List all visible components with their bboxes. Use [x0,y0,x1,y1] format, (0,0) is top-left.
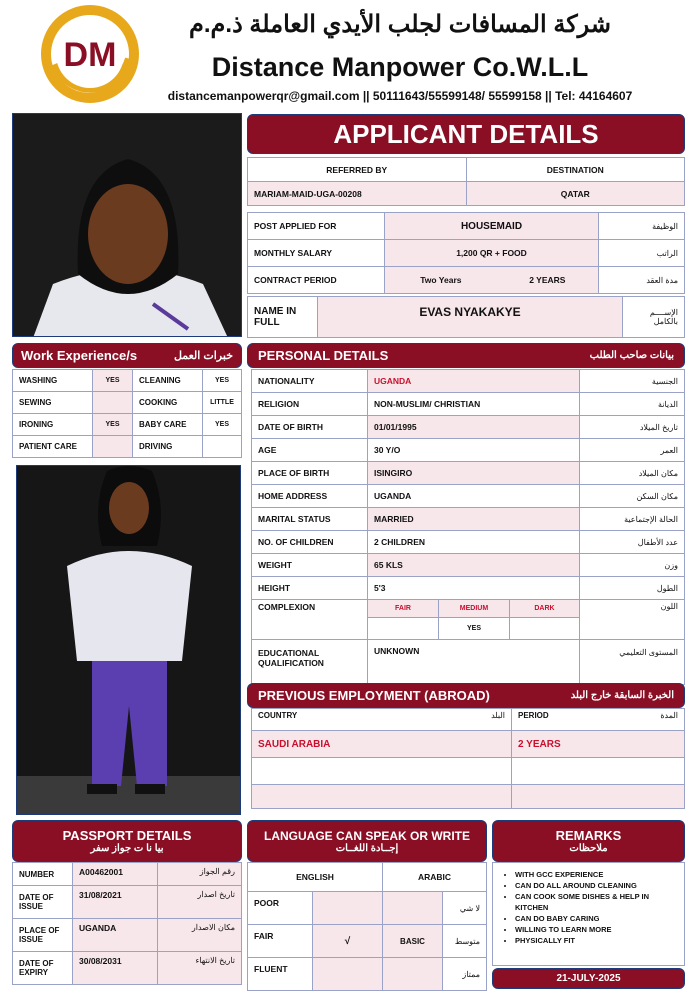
remark-item: • WILLING TO LEARN MORE [515,924,680,935]
language-level-ar: لا شي [443,892,487,925]
contract-value2: 2 YEARS [497,267,599,294]
arabic-level-mark [383,958,443,991]
we-skill-value [203,436,242,458]
remarks-title-ar: ملاحظات [569,843,608,854]
education-label: EDUCATIONAL QUALIFICATION [252,640,368,685]
personal-details-title-ar: بيانات صاحب الطلب [589,350,674,361]
country-ar: البلد [491,711,505,720]
we-skill-label: COOKING [133,392,203,414]
personal-value: 2 CHILDREN [368,531,580,554]
language-level: POOR [248,892,313,925]
passport-title-ar: بيا نا ت جواز سفر [90,843,164,854]
personal-ar: الحالة الإجتماعية [580,508,685,531]
personal-label: HOME ADDRESS [252,485,368,508]
language-level-ar: ممتاز [443,958,487,991]
we-skill-value: YES [203,370,242,392]
referred-by-value: MARIAM-MAID-UGA-00208 [248,182,467,206]
language-level: FLUENT [248,958,313,991]
we-skill-label: BABY CARE [133,414,203,436]
contract-ar: مدة العقد [599,267,685,294]
we-skill-value: YES [203,414,242,436]
period-label: PERIOD [518,711,549,720]
personal-label: AGE [252,439,368,462]
passport-ar: رقم الجواز [158,863,242,886]
english-level-mark: √ [313,925,383,958]
passport-ar: تاريخ الانتهاء [158,952,242,985]
personal-value: NON-MUSLIM/ CHRISTIAN [368,393,580,416]
passport-value: 31/08/2021 [73,886,158,919]
post-label: POST APPLIED FOR [248,213,385,240]
we-skill-label: WASHING [13,370,93,392]
language-level: FAIR [248,925,313,958]
personal-value: 01/01/1995 [368,416,580,439]
passport-label: DATE OF EXPIRY [13,952,73,985]
work-experience-title: Work Experience/s [21,348,138,363]
period-ar: المدة [660,711,678,720]
previous-employment-table [251,708,685,809]
remarks-list [497,869,680,946]
we-skill-label: PATIENT CARE [13,436,93,458]
language-header [247,820,487,862]
remark-item: • WITH GCC EXPERIENCE [515,869,680,880]
language-title: LANGUAGE CAN SPEAK OR WRITE [263,828,470,843]
personal-ar: وزن [580,554,685,577]
personal-value: MARRIED [368,508,580,531]
previous-employment-title: PREVIOUS EMPLOYMENT (ABROAD) [258,688,490,703]
passport-header [12,820,242,862]
salary-ar: الراتب [599,240,685,267]
we-skill-label: DRIVING [133,436,203,458]
passport-table [12,862,242,985]
applicant-details-title: APPLICANT DETAILS [247,114,685,154]
english-level-mark [313,958,383,991]
personal-ar: مكان الميلاد [580,462,685,485]
name-table [247,296,685,338]
country-label: COUNTRY [258,711,298,720]
personal-ar: مكان السكن [580,485,685,508]
personal-details-table [251,369,685,685]
passport-title: PASSPORT DETAILS [62,828,192,843]
personal-details-title: PERSONAL DETAILS [258,348,389,363]
personal-ar: الطول [580,577,685,600]
personal-value: 65 KLS [368,554,580,577]
we-skill-label: SEWING [13,392,93,414]
passport-value: 30/08/2031 [73,952,158,985]
passport-value: UGANDA [73,919,158,952]
previous-employment-title-ar: الخبرة السابقة خارج البلد [570,690,674,701]
previous-employment-header [247,683,685,708]
we-skill-value: YES [93,414,133,436]
language-level-ar: متوسط [443,925,487,958]
personal-label: NATIONALITY [252,370,368,393]
remark-item: • CAN DO ALL AROUND CLEANING [515,880,680,891]
work-experience-table [12,369,242,458]
language-title-ar: إجــادة اللغــات [335,842,399,854]
we-skill-value [93,392,133,414]
company-arabic-name: شركة المسافات لجلب الأيدي العاملة ذ.م.م [189,11,611,38]
remarks-header [492,820,685,862]
personal-ar: تاريخ الميلاد [580,416,685,439]
personal-value: 30 Y/O [368,439,580,462]
name-value: EVAS NYAKAKYE [318,297,623,338]
english-level-mark [313,892,383,925]
remarks-box [492,862,685,966]
applicant-full-body-photo [16,465,241,815]
destination-label: DESTINATION [466,158,685,182]
passport-label: PLACE OF ISSUE [13,919,73,952]
education-value: UNKNOWN [368,640,580,685]
personal-value: ISINGIRO [368,462,580,485]
referral-table [247,157,685,206]
salary-value: 1,200 QR + FOOD [385,240,599,267]
arabic-level-mark: BASIC [383,925,443,958]
remark-item: • CAN COOK SOME DISHES & HELP IN KITCHEN [515,891,680,913]
we-skill-value: LITTLE [203,392,242,414]
post-ar: الوظيفة [599,213,685,240]
personal-label: RELIGION [252,393,368,416]
work-experience-header [12,343,242,368]
previous-period: 2 YEARS [512,731,685,758]
remarks-title: REMARKS [555,828,622,843]
contact-line: distancemanpowerqr@gmail.com || 50111643/55599148/ 55599158 || Tel: 44164607 [167,89,633,103]
remark-item: • CAN DO BABY CARING [515,913,680,924]
personal-label: PLACE OF BIRTH [252,462,368,485]
complexion-dark: DARK [510,600,580,618]
company-english-name: Distance Manpower Co.W.L.L [211,52,589,82]
we-skill-label: IRONING [13,414,93,436]
contract-value: Two Years [385,267,497,294]
language-table [247,862,487,991]
we-skill-value: YES [93,370,133,392]
personal-label: DATE OF BIRTH [252,416,368,439]
personal-label: WEIGHT [252,554,368,577]
complexion-label: COMPLEXION [252,600,368,640]
personal-label: HEIGHT [252,577,368,600]
personal-value: UGANDA [368,370,580,393]
passport-label: DATE OF ISSUE [13,886,73,919]
personal-ar: العمر [580,439,685,462]
personal-ar: الديانة [580,393,685,416]
complexion-fair: FAIR [368,600,439,618]
salary-label: MONTHLY SALARY [248,240,385,267]
complexion-ar: اللون [580,600,685,640]
contract-label: CONTRACT PERIOD [248,267,385,294]
we-skill-label: CLEANING [133,370,203,392]
destination-value: QATAR [466,182,685,206]
we-skill-value [93,436,133,458]
personal-details-header [247,343,685,368]
passport-ar: تاريخ اصدار [158,886,242,919]
arabic-header: ARABIC [383,863,487,892]
passport-ar: مكان الاصدار [158,919,242,952]
english-header: ENGLISH [248,863,383,892]
remark-item: • PHYSICALLY FIT [515,935,680,946]
arabic-level-mark [383,892,443,925]
work-experience-title-ar: خبرات العمل [173,350,233,362]
previous-country: SAUDI ARABIA [252,731,512,758]
name-ar: الإســــم بالكامل [623,297,685,338]
personal-ar: عدد الأطفال [580,531,685,554]
personal-value: 5'3 [368,577,580,600]
complexion-medium-mark: YES [439,618,510,640]
passport-label: NUMBER [13,863,73,886]
remarks-date: 21-JULY-2025 [492,968,685,989]
personal-label: NO. OF CHILDREN [252,531,368,554]
personal-label: MARITAL STATUS [252,508,368,531]
name-label: NAME IN FULL [248,297,318,338]
post-value: HOUSEMAID [385,213,599,240]
education-ar: المستوى التعليمي [580,640,685,685]
applicant-portrait-photo [12,113,242,337]
personal-value: UGANDA [368,485,580,508]
complexion-medium: MEDIUM [439,600,510,618]
referred-by-label: REFERRED BY [248,158,467,182]
passport-value: A00462001 [73,863,158,886]
job-table [247,212,685,294]
logo-text: DM [63,36,117,74]
personal-ar: الجنسية [580,370,685,393]
